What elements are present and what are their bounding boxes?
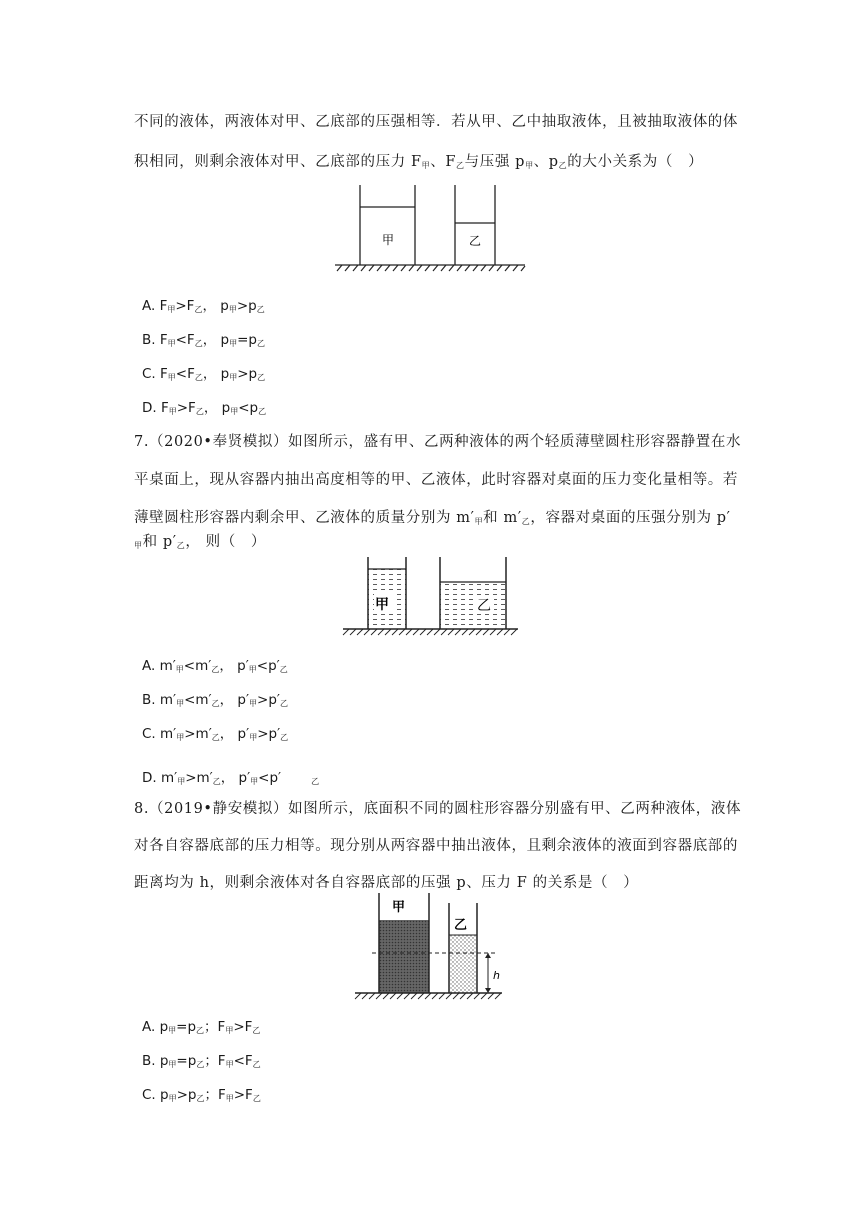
q6-text-line-1: 不同的液体，两液体对甲、乙底部的压强相等．若从甲、乙中抽取液体，且被抽取液体的体 [134,114,738,130]
q7-option-c[interactable]: C. $m'_甲>m'_乙$， $p'_甲>p'_乙$ [142,726,289,742]
q8-figure-label-yi: 乙 [454,918,468,933]
q6-text-line-2: 积相同，则剩余液体对甲、乙底部的压力 $F_甲$、$F_乙$与压强 $p_甲$、$p_乙$的大小关系为（ ） [134,154,704,170]
q6-option-a[interactable]: A. $F_甲>F_乙$， $p_甲>p_乙$ [142,298,265,314]
q7-text-line-2: 平桌面上，现从容器内抽出高度相等的甲、乙液体，此时容器对桌面的压力变化量相等。若 [134,472,738,488]
q6-option-d[interactable]: D. $F_甲>F_乙$， $p_甲<p_乙$ [142,400,267,416]
q8-text-line-3: 距离均为 h，则剩余液体对各自容器底部的压强 p、压力 F 的关系是（ ） [134,875,639,891]
q8-figure-label-h: h [493,969,500,982]
q7-text-line-3: 薄壁圆柱形容器内剩余甲、乙液体的质量分别为 $m'_甲$和 $m'_乙$，容器对桌面的压强分别为 p′ [134,510,731,526]
q8-option-b[interactable]: B. $p_甲=p_乙$；$F_甲<F_乙$ [142,1053,261,1069]
q8-text-line-1: 8.（2019•静安模拟）如图所示，底面积不同的圆柱形容器分别盛有甲、乙两种液体，液体 [134,801,742,817]
q7-figure [340,557,520,639]
q7-figure-label-yi: 乙 [477,598,491,614]
q8-figure [352,893,512,1003]
q6-option-b[interactable]: B. $F_甲<F_乙$， $p_甲=p_乙$ [142,332,265,348]
q7-figure-label-jia: 甲 [375,597,389,613]
q6-option-c[interactable]: C. $F_甲<F_乙$， $p_甲>p_乙$ [142,366,266,382]
q7-option-b[interactable]: B. $m'_甲<m'_乙$， $p'_甲>p'_乙$ [142,692,288,708]
q7-text-line-4: $_甲$和 $p'_乙$， 则（ ） [134,534,267,550]
q7-text-line-1: 7.（2020•奉贤模拟）如图所示，盛有甲、乙两种液体的两个轻质薄壁圆柱形容器静置在水 [134,434,742,450]
q6-figure-label-jia: 甲 [382,233,395,247]
q8-text-line-2: 对各自容器底部的压力相等。现分别从两容器中抽出液体，且剩余液体的液面到容器底部的 [134,838,738,854]
q8-option-c[interactable]: C. $p_甲>p_乙$；$F_甲>F_乙$ [142,1087,261,1103]
q7-option-d[interactable]: D. $m'_甲>m'_乙$， $p'_甲<p'$ $_乙$ [142,770,320,786]
q8-figure-label-jia: 甲 [392,900,406,915]
q6-figure [330,185,530,275]
q7-option-a[interactable]: A. $m'_甲<m'_乙$， $p'_甲<p'_乙$ [142,658,288,674]
q6-figure-label-yi: 乙 [469,234,482,248]
q8-option-a[interactable]: A. $p_甲=p_乙$；$F_甲>F_乙$ [142,1019,261,1035]
